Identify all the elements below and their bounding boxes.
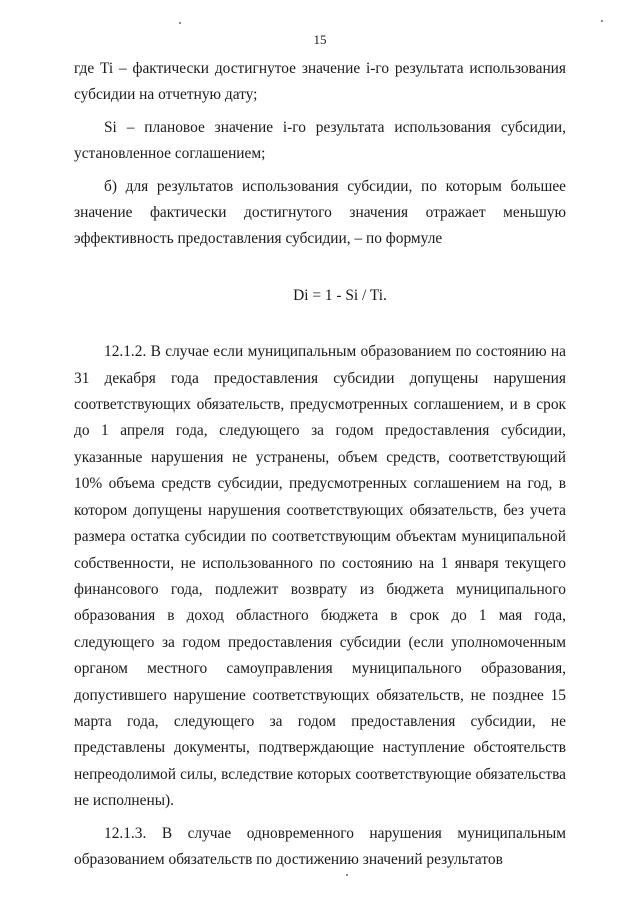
document-body (74, 56, 566, 873)
si-definition-paragraph: Si – плановое значение i-го результата использования субсидии, установленное соглашением; (74, 118, 566, 163)
section-12-1-2-paragraph: 12.1.2. В случае если муниципальным образованием по состоянию на 31 декабря года предоставления субсидии допущены нарушения соответствующих обязательств, предусмотренных соглашением, и в срок до 1 апреля года, следующего за годом предоставления субсидии, указанные нарушения не устранены, объем средств, соответствующий 10% объема средств субсидии, предусмотренных соглашением на год, в котором допущены нарушения соответствующих обязательств, без учета размера остатка субсидии по соответствующим объектам муниципальной собственности, не использованного по состоянию на 1 января текущего финансового года, подлежит возврату из бюджета муниципального образования в доход областного бюджета в срок до 1 мая года, следующего за годом предоставления субсидии (если уполномоченным органом местного самоуправления муниципального образования, допустившего нарушение соответствующих обязательств, не позднее 15 марта года, следующего за годом предоставления субсидии, не представлены документы, подтверждающие наступление обстоятельств непреодолимой силы, вследствие которых соответствующие обязательства не исполнены). (74, 343, 566, 810)
page-number: 15 (313, 32, 327, 47)
ti-definition-paragraph: где Ti – фактически достигнутое значение i-го результата использования субсидии на отчетную дату; (74, 60, 566, 104)
formula: Di = 1 - Si / Ti. (293, 286, 387, 304)
scan-speck (346, 874, 348, 876)
scan-speck (601, 20, 603, 22)
section-12-1-3-paragraph: 12.1.3. В случае одновременного нарушения муниципальным образованием обязательств по достижению значений результатов (74, 824, 566, 868)
item-b-paragraph: б) для результатов использования субсидии, по которым большее значение фактически достигнутого значения отражает меньшую эффективность предоставления субсидии, – по формуле (74, 177, 566, 248)
scan-speck (179, 22, 181, 24)
